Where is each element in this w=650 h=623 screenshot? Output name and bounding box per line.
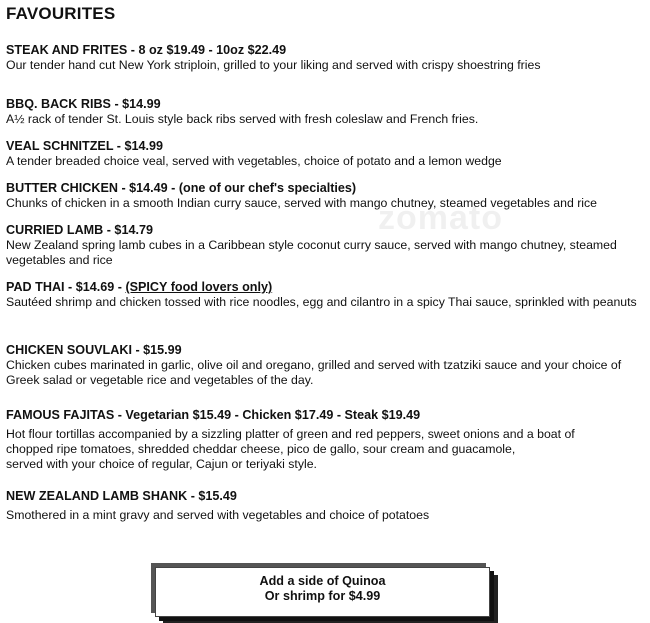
menu-item	[6, 279, 642, 310]
item-title: BUTTER CHICKEN - $14.49 - (one of our chef's specialties)	[6, 181, 357, 195]
item-description: Sautéed shrimp and chicken tossed with rice noodles, egg and cilantro in a spicy Thai sauce, sprinkled with peanuts	[6, 295, 637, 309]
item-description: A½ rack of tender St. Louis style back ribs served with fresh coleslaw and French fries.	[6, 112, 479, 126]
side-option-line-2: Or shrimp for $4.99	[264, 589, 381, 603]
item-title: BBQ. BACK RIBS - $14.99	[6, 97, 161, 111]
item-title-note: (SPICY food lovers only)	[125, 280, 273, 294]
item-title: VEAL SCHNITZEL - $14.99	[6, 139, 164, 153]
menu-item	[6, 138, 642, 169]
item-description: New Zealand spring lamb cubes in a Caribbean style coconut curry sauce, served with mango chutney, steamed vegetables and rice	[6, 238, 617, 267]
side-option-line-1: Add a side of Quinoa	[259, 574, 386, 588]
item-description: Our tender hand cut New York striploin, grilled to your liking and served with crispy shoestring fries	[6, 58, 541, 72]
item-title: NEW ZEALAND LAMB SHANK - $15.49	[6, 489, 237, 503]
watermark: zomato	[378, 199, 503, 237]
item-title: CURRIED LAMB - $14.79	[6, 223, 153, 237]
item-title: FAMOUS FAJITAS - Vegetarian $15.49 - Chicken $17.49 - Steak $19.49	[6, 408, 421, 422]
item-title-text: PAD THAI - $14.69 -	[6, 280, 126, 294]
menu-item	[6, 222, 642, 268]
item-description: Smothered in a mint gravy and served with vegetables and choice of potatoes	[6, 508, 430, 522]
menu-item	[6, 342, 642, 388]
item-title	[6, 279, 642, 295]
item-description: Chicken cubes marinated in garlic, olive oil and oregano, grilled and served with tzatziki sauce and your choice of Greek salad or vegetable rice and vegetables of the day.	[6, 358, 622, 387]
item-title: STEAK AND FRITES - 8 oz $19.49 - 10oz $22.49	[6, 43, 287, 57]
menu-item	[6, 488, 642, 523]
item-description: Chunks of chicken in a smooth Indian curry sauce, served with mango chutney, steamed vegetables and rice	[6, 196, 598, 210]
item-title: CHICKEN SOUVLAKI - $15.99	[6, 343, 182, 357]
description-line: served with your choice of regular, Cajun or teriyaki style.	[6, 457, 317, 471]
description-line: chopped ripe tomatoes, shredded cheddar cheese, pico de gallo, sour cream and guacamole,	[6, 442, 516, 456]
menu-item	[6, 42, 642, 73]
menu-item	[6, 407, 642, 472]
page-title: FAVOURITES	[6, 4, 116, 23]
description-line: Hot flour tortillas accompanied by a sizzling platter of green and red peppers, sweet onions and a boat of	[6, 427, 575, 441]
item-description	[6, 427, 642, 472]
menu-item	[6, 96, 642, 127]
side-option-box	[155, 567, 490, 617]
menu-item	[6, 180, 642, 211]
item-description: A tender breaded choice veal, served with vegetables, choice of potato and a lemon wedge	[6, 154, 502, 168]
